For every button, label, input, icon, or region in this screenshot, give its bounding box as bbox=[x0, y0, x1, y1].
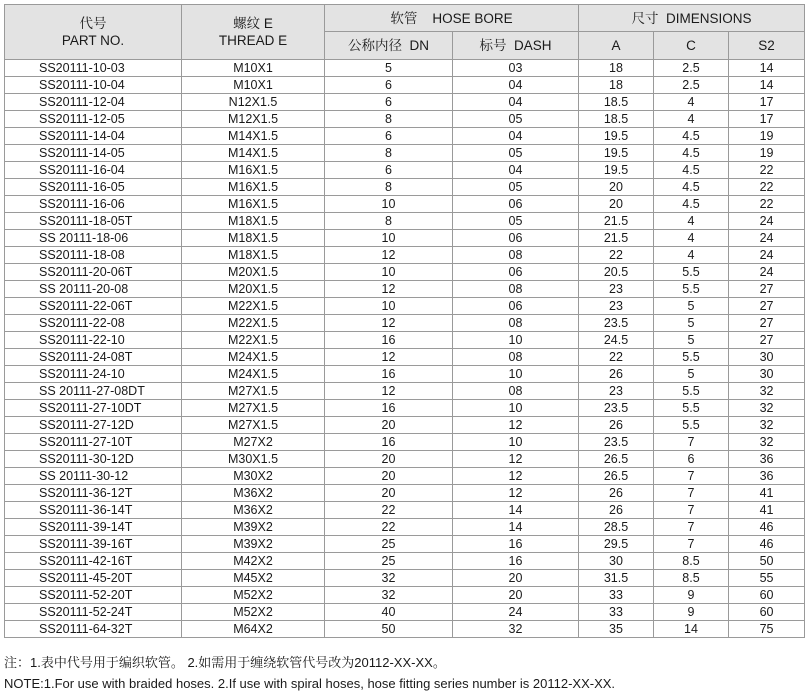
dn-cell: 12 bbox=[325, 247, 453, 264]
table-row bbox=[5, 570, 805, 587]
dim-c-cell: 5.5 bbox=[654, 281, 729, 298]
dim-c-cell: 8.5 bbox=[654, 570, 729, 587]
dim-a-cell: 23 bbox=[579, 298, 654, 315]
dim-s2-cell: 32 bbox=[729, 383, 805, 400]
thread-cell: M10X1 bbox=[182, 77, 325, 94]
dn-cell: 10 bbox=[325, 264, 453, 281]
part-no-cell: SS 20111-30-12 bbox=[5, 468, 182, 485]
dash-cell: 16 bbox=[453, 553, 579, 570]
table-row bbox=[5, 383, 805, 400]
dim-a-cell: 20 bbox=[579, 179, 654, 196]
dim-a-cell: 22 bbox=[579, 349, 654, 366]
dim-s2-cell: 36 bbox=[729, 451, 805, 468]
dim-c-cell: 8.5 bbox=[654, 553, 729, 570]
dim-s2-cell: 60 bbox=[729, 587, 805, 604]
dash-cell: 08 bbox=[453, 349, 579, 366]
thread-cell: M16X1.5 bbox=[182, 196, 325, 213]
dash-cell: 08 bbox=[453, 383, 579, 400]
part-no-cell: SS20111-52-20T bbox=[5, 587, 182, 604]
thread-cell: M52X2 bbox=[182, 604, 325, 621]
dn-cell: 12 bbox=[325, 383, 453, 400]
dim-s2-cell: 24 bbox=[729, 247, 805, 264]
dn-cell: 6 bbox=[325, 94, 453, 111]
dn-cell: 8 bbox=[325, 145, 453, 162]
table-row bbox=[5, 128, 805, 145]
part-no-cell: SS20111-27-10T bbox=[5, 434, 182, 451]
part-no-cell: SS20111-24-08T bbox=[5, 349, 182, 366]
table-row bbox=[5, 162, 805, 179]
part-no-cell: SS20111-42-16T bbox=[5, 553, 182, 570]
dim-a-cell: 23 bbox=[579, 281, 654, 298]
dim-c-cell: 7 bbox=[654, 485, 729, 502]
dn-cell: 50 bbox=[325, 621, 453, 638]
part-no-cell: SS 20111-27-08DT bbox=[5, 383, 182, 400]
hose-bore-header: 软管 HOSE BORE bbox=[325, 5, 579, 32]
dash-cell: 04 bbox=[453, 77, 579, 94]
dn-cell: 12 bbox=[325, 281, 453, 298]
dash-cell: 04 bbox=[453, 162, 579, 179]
part-no-header bbox=[5, 5, 182, 60]
dim-a-cell: 33 bbox=[579, 587, 654, 604]
table-row bbox=[5, 298, 805, 315]
part-no-cell: SS20111-52-24T bbox=[5, 604, 182, 621]
dim-s2-cell: 32 bbox=[729, 417, 805, 434]
dim-c-cell: 7 bbox=[654, 536, 729, 553]
table-row bbox=[5, 264, 805, 281]
dn-cell: 5 bbox=[325, 60, 453, 77]
dash-cell: 05 bbox=[453, 179, 579, 196]
notes bbox=[4, 652, 615, 694]
part-no-cell: SS20111-18-08 bbox=[5, 247, 182, 264]
dim-s2-cell: 14 bbox=[729, 77, 805, 94]
table-row bbox=[5, 468, 805, 485]
thread-cell: M12X1.5 bbox=[182, 111, 325, 128]
part-no-cell: SS20111-30-12D bbox=[5, 451, 182, 468]
dash-cell: 10 bbox=[453, 434, 579, 451]
dash-cell: 12 bbox=[453, 485, 579, 502]
fitting-spec-table bbox=[4, 4, 805, 638]
dash-cell: 12 bbox=[453, 468, 579, 485]
dim-s2-cell: 22 bbox=[729, 196, 805, 213]
table-body bbox=[5, 60, 805, 638]
dim-c-cell: 7 bbox=[654, 519, 729, 536]
table-row bbox=[5, 77, 805, 94]
dim-a-cell: 30 bbox=[579, 553, 654, 570]
dash-cell: 06 bbox=[453, 298, 579, 315]
dim-a-cell: 26 bbox=[579, 485, 654, 502]
dim-a-cell: 18 bbox=[579, 60, 654, 77]
dim-c-cell: 7 bbox=[654, 468, 729, 485]
dim-c-cell: 5.5 bbox=[654, 264, 729, 281]
dim-s2-cell: 60 bbox=[729, 604, 805, 621]
dim-s2-cell: 46 bbox=[729, 519, 805, 536]
thread-cell: M39X2 bbox=[182, 519, 325, 536]
table-row bbox=[5, 536, 805, 553]
thread-cell: M64X2 bbox=[182, 621, 325, 638]
dim-c-cell: 4.5 bbox=[654, 196, 729, 213]
dim-s2-cell: 19 bbox=[729, 128, 805, 145]
dash-cell: 04 bbox=[453, 128, 579, 145]
dn-cell: 16 bbox=[325, 434, 453, 451]
dim-s2-cell: 27 bbox=[729, 332, 805, 349]
dash-cell: 24 bbox=[453, 604, 579, 621]
dim-s2-cell: 32 bbox=[729, 434, 805, 451]
part-no-cell: SS20111-39-14T bbox=[5, 519, 182, 536]
dim-a-cell: 31.5 bbox=[579, 570, 654, 587]
dim-c-cell: 9 bbox=[654, 587, 729, 604]
table-row bbox=[5, 621, 805, 638]
dim-c-cell: 4 bbox=[654, 213, 729, 230]
dim-c-header: C bbox=[654, 32, 729, 60]
thread-header-en: THREAD E bbox=[218, 33, 288, 48]
dim-a-header: A bbox=[579, 32, 654, 60]
table-row bbox=[5, 519, 805, 536]
part-no-cell: SS20111-12-05 bbox=[5, 111, 182, 128]
table-row bbox=[5, 417, 805, 434]
part-no-cell: SS20111-27-10DT bbox=[5, 400, 182, 417]
dim-s2-cell: 19 bbox=[729, 145, 805, 162]
dim-c-cell: 5.5 bbox=[654, 383, 729, 400]
dn-cell: 20 bbox=[325, 451, 453, 468]
part-no-cell: SS20111-36-14T bbox=[5, 502, 182, 519]
dim-c-cell: 7 bbox=[654, 502, 729, 519]
thread-cell: M30X1.5 bbox=[182, 451, 325, 468]
dash-cell: 04 bbox=[453, 94, 579, 111]
part-no-cell: SS20111-10-03 bbox=[5, 60, 182, 77]
table-row bbox=[5, 587, 805, 604]
part-no-cell: SS20111-16-06 bbox=[5, 196, 182, 213]
dash-cell: 05 bbox=[453, 213, 579, 230]
thread-cell: M20X1.5 bbox=[182, 281, 325, 298]
thread-cell: M18X1.5 bbox=[182, 213, 325, 230]
dim-s2-cell: 36 bbox=[729, 468, 805, 485]
dn-cell: 8 bbox=[325, 213, 453, 230]
thread-cell: M36X2 bbox=[182, 502, 325, 519]
dash-cell: 08 bbox=[453, 315, 579, 332]
dim-s2-cell: 27 bbox=[729, 315, 805, 332]
table-row bbox=[5, 94, 805, 111]
dash-cell: 06 bbox=[453, 264, 579, 281]
table-row bbox=[5, 485, 805, 502]
part-no-cell: SS20111-22-08 bbox=[5, 315, 182, 332]
table-row bbox=[5, 502, 805, 519]
dim-c-cell: 4.5 bbox=[654, 179, 729, 196]
table-row bbox=[5, 111, 805, 128]
part-no-cell: SS20111-36-12T bbox=[5, 485, 182, 502]
dn-cell: 32 bbox=[325, 570, 453, 587]
dimensions-header: 尺寸 DIMENSIONS bbox=[579, 5, 805, 32]
table-row bbox=[5, 60, 805, 77]
dim-a-cell: 18.5 bbox=[579, 94, 654, 111]
table-row bbox=[5, 604, 805, 621]
dn-cell: 20 bbox=[325, 417, 453, 434]
dim-s2-cell: 32 bbox=[729, 400, 805, 417]
dim-a-cell: 21.5 bbox=[579, 213, 654, 230]
dim-c-cell: 5.5 bbox=[654, 349, 729, 366]
dn-cell: 6 bbox=[325, 128, 453, 145]
thread-cell: M52X2 bbox=[182, 587, 325, 604]
part-no-cell: SS20111-14-05 bbox=[5, 145, 182, 162]
dim-a-cell: 20.5 bbox=[579, 264, 654, 281]
dim-s2-cell: 55 bbox=[729, 570, 805, 587]
dim-a-cell: 29.5 bbox=[579, 536, 654, 553]
thread-cell: M24X1.5 bbox=[182, 366, 325, 383]
dim-s2-cell: 30 bbox=[729, 366, 805, 383]
dn-cell: 32 bbox=[325, 587, 453, 604]
thread-cell: M27X2 bbox=[182, 434, 325, 451]
dim-c-cell: 4.5 bbox=[654, 145, 729, 162]
dim-s2-cell: 17 bbox=[729, 94, 805, 111]
table-row bbox=[5, 434, 805, 451]
dim-a-cell: 18.5 bbox=[579, 111, 654, 128]
table-row bbox=[5, 400, 805, 417]
dim-s2-cell: 27 bbox=[729, 281, 805, 298]
dn-cell: 10 bbox=[325, 196, 453, 213]
dim-a-cell: 18 bbox=[579, 77, 654, 94]
dim-a-cell: 33 bbox=[579, 604, 654, 621]
dn-cell: 16 bbox=[325, 366, 453, 383]
dash-cell: 10 bbox=[453, 400, 579, 417]
dim-s2-cell: 22 bbox=[729, 162, 805, 179]
note-cn: 注：1.表中代号用于编织软管。 2.如需用于缠绕软管代号改为20112-XX-XX。 bbox=[4, 655, 446, 670]
dash-cell: 05 bbox=[453, 145, 579, 162]
dim-s2-cell: 27 bbox=[729, 298, 805, 315]
dim-s2-cell: 14 bbox=[729, 60, 805, 77]
thread-header bbox=[182, 5, 325, 60]
dn-cell: 22 bbox=[325, 519, 453, 536]
thread-cell: M18X1.5 bbox=[182, 247, 325, 264]
dim-c-cell: 5.5 bbox=[654, 417, 729, 434]
thread-cell: M27X1.5 bbox=[182, 400, 325, 417]
dim-s2-cell: 24 bbox=[729, 264, 805, 281]
dim-a-cell: 26.5 bbox=[579, 468, 654, 485]
dim-c-cell: 14 bbox=[654, 621, 729, 638]
table-row bbox=[5, 281, 805, 298]
dash-cell: 20 bbox=[453, 587, 579, 604]
table-row bbox=[5, 247, 805, 264]
dim-s2-cell: 50 bbox=[729, 553, 805, 570]
part-no-cell: SS20111-10-04 bbox=[5, 77, 182, 94]
table-row bbox=[5, 179, 805, 196]
dn-cell: 10 bbox=[325, 298, 453, 315]
dim-c-cell: 7 bbox=[654, 434, 729, 451]
part-no-cell: SS20111-64-32T bbox=[5, 621, 182, 638]
table-header bbox=[5, 5, 805, 60]
part-no-cell: SS20111-24-10 bbox=[5, 366, 182, 383]
thread-cell: M22X1.5 bbox=[182, 298, 325, 315]
thread-cell: M20X1.5 bbox=[182, 264, 325, 281]
table-row bbox=[5, 145, 805, 162]
dim-a-cell: 20 bbox=[579, 196, 654, 213]
dim-a-cell: 19.5 bbox=[579, 128, 654, 145]
dim-c-cell: 6 bbox=[654, 451, 729, 468]
part-no-cell: SS20111-22-06T bbox=[5, 298, 182, 315]
table-row bbox=[5, 366, 805, 383]
dim-s2-cell: 46 bbox=[729, 536, 805, 553]
dash-cell: 14 bbox=[453, 502, 579, 519]
part-no-cell: SS20111-18-05T bbox=[5, 213, 182, 230]
dim-s2-cell: 17 bbox=[729, 111, 805, 128]
dash-cell: 03 bbox=[453, 60, 579, 77]
table-row bbox=[5, 451, 805, 468]
dim-c-cell: 5 bbox=[654, 315, 729, 332]
dim-s2-cell: 24 bbox=[729, 213, 805, 230]
dash-cell: 06 bbox=[453, 230, 579, 247]
table-row bbox=[5, 553, 805, 570]
dim-c-cell: 9 bbox=[654, 604, 729, 621]
thread-cell: M22X1.5 bbox=[182, 315, 325, 332]
thread-cell: M39X2 bbox=[182, 536, 325, 553]
dim-a-cell: 23.5 bbox=[579, 434, 654, 451]
dash-cell: 10 bbox=[453, 332, 579, 349]
dn-cell: 8 bbox=[325, 111, 453, 128]
dash-cell: 32 bbox=[453, 621, 579, 638]
dn-cell: 12 bbox=[325, 349, 453, 366]
thread-cell: M24X1.5 bbox=[182, 349, 325, 366]
dim-a-cell: 26.5 bbox=[579, 451, 654, 468]
thread-cell: M18X1.5 bbox=[182, 230, 325, 247]
dash-cell: 08 bbox=[453, 281, 579, 298]
dim-s2-cell: 75 bbox=[729, 621, 805, 638]
thread-cell: M27X1.5 bbox=[182, 417, 325, 434]
dim-s2-cell: 41 bbox=[729, 485, 805, 502]
dim-c-cell: 2.5 bbox=[654, 60, 729, 77]
table-row bbox=[5, 349, 805, 366]
part-no-cell: SS20111-16-04 bbox=[5, 162, 182, 179]
thread-cell: N12X1.5 bbox=[182, 94, 325, 111]
dn-cell: 16 bbox=[325, 332, 453, 349]
dn-cell: 8 bbox=[325, 179, 453, 196]
part-no-header-cn: 代号 bbox=[79, 16, 107, 31]
dim-a-cell: 22 bbox=[579, 247, 654, 264]
thread-cell: M30X2 bbox=[182, 468, 325, 485]
dn-cell: 22 bbox=[325, 502, 453, 519]
dim-a-cell: 26 bbox=[579, 417, 654, 434]
dim-c-cell: 4 bbox=[654, 111, 729, 128]
dim-a-cell: 26 bbox=[579, 502, 654, 519]
dim-c-cell: 5 bbox=[654, 366, 729, 383]
part-no-cell: SS20111-39-16T bbox=[5, 536, 182, 553]
dn-cell: 20 bbox=[325, 485, 453, 502]
part-no-cell: SS 20111-20-08 bbox=[5, 281, 182, 298]
part-no-cell: SS20111-14-04 bbox=[5, 128, 182, 145]
dash-header: 标号 DASH bbox=[453, 32, 579, 60]
thread-cell: M16X1.5 bbox=[182, 179, 325, 196]
note-en: NOTE:1.For use with braided hoses. 2.If use with spiral hoses, hose fitting series number is 20112-XX-XX. bbox=[4, 676, 616, 691]
dn-cell: 6 bbox=[325, 77, 453, 94]
dim-a-cell: 19.5 bbox=[579, 162, 654, 179]
dim-c-cell: 5.5 bbox=[654, 400, 729, 417]
dash-cell: 06 bbox=[453, 196, 579, 213]
table-row bbox=[5, 196, 805, 213]
thread-cell: M22X1.5 bbox=[182, 332, 325, 349]
thread-cell: M14X1.5 bbox=[182, 128, 325, 145]
part-no-header-en: PART NO. bbox=[61, 33, 125, 48]
dim-a-cell: 26 bbox=[579, 366, 654, 383]
dim-s2-header: S2 bbox=[729, 32, 805, 60]
dim-s2-cell: 30 bbox=[729, 349, 805, 366]
dn-cell: 16 bbox=[325, 400, 453, 417]
dim-c-cell: 4 bbox=[654, 94, 729, 111]
part-no-cell: SS 20111-18-06 bbox=[5, 230, 182, 247]
dim-c-cell: 2.5 bbox=[654, 77, 729, 94]
dn-cell: 20 bbox=[325, 468, 453, 485]
dim-a-cell: 23 bbox=[579, 383, 654, 400]
dash-cell: 08 bbox=[453, 247, 579, 264]
dim-a-cell: 24.5 bbox=[579, 332, 654, 349]
dim-c-cell: 4.5 bbox=[654, 162, 729, 179]
dash-cell: 10 bbox=[453, 366, 579, 383]
dash-cell: 14 bbox=[453, 519, 579, 536]
dim-c-cell: 4 bbox=[654, 230, 729, 247]
table-row bbox=[5, 230, 805, 247]
thread-header-cn: 螺纹 E bbox=[233, 16, 273, 31]
dash-cell: 05 bbox=[453, 111, 579, 128]
table-row bbox=[5, 213, 805, 230]
thread-cell: M36X2 bbox=[182, 485, 325, 502]
dim-c-cell: 4.5 bbox=[654, 128, 729, 145]
dash-cell: 12 bbox=[453, 451, 579, 468]
table-row bbox=[5, 315, 805, 332]
part-no-cell: SS20111-12-04 bbox=[5, 94, 182, 111]
thread-cell: M27X1.5 bbox=[182, 383, 325, 400]
dash-cell: 20 bbox=[453, 570, 579, 587]
part-no-cell: SS20111-27-12D bbox=[5, 417, 182, 434]
part-no-cell: SS20111-45-20T bbox=[5, 570, 182, 587]
dim-a-cell: 19.5 bbox=[579, 145, 654, 162]
dim-s2-cell: 24 bbox=[729, 230, 805, 247]
dim-a-cell: 35 bbox=[579, 621, 654, 638]
dn-header: 公称内径 DN bbox=[325, 32, 453, 60]
dim-s2-cell: 41 bbox=[729, 502, 805, 519]
thread-cell: M16X1.5 bbox=[182, 162, 325, 179]
dim-c-cell: 5 bbox=[654, 332, 729, 349]
dim-s2-cell: 22 bbox=[729, 179, 805, 196]
part-no-cell: SS20111-22-10 bbox=[5, 332, 182, 349]
dim-a-cell: 21.5 bbox=[579, 230, 654, 247]
dim-c-cell: 5 bbox=[654, 298, 729, 315]
dim-c-cell: 4 bbox=[654, 247, 729, 264]
part-no-cell: SS20111-20-06T bbox=[5, 264, 182, 281]
dn-cell: 25 bbox=[325, 536, 453, 553]
dash-cell: 16 bbox=[453, 536, 579, 553]
dn-cell: 25 bbox=[325, 553, 453, 570]
thread-cell: M45X2 bbox=[182, 570, 325, 587]
dn-cell: 40 bbox=[325, 604, 453, 621]
dim-a-cell: 23.5 bbox=[579, 400, 654, 417]
table-row bbox=[5, 332, 805, 349]
dash-cell: 12 bbox=[453, 417, 579, 434]
thread-cell: M42X2 bbox=[182, 553, 325, 570]
dn-cell: 10 bbox=[325, 230, 453, 247]
dn-cell: 6 bbox=[325, 162, 453, 179]
dim-a-cell: 28.5 bbox=[579, 519, 654, 536]
dn-cell: 12 bbox=[325, 315, 453, 332]
thread-cell: M14X1.5 bbox=[182, 145, 325, 162]
thread-cell: M10X1 bbox=[182, 60, 325, 77]
dim-a-cell: 23.5 bbox=[579, 315, 654, 332]
part-no-cell: SS20111-16-05 bbox=[5, 179, 182, 196]
